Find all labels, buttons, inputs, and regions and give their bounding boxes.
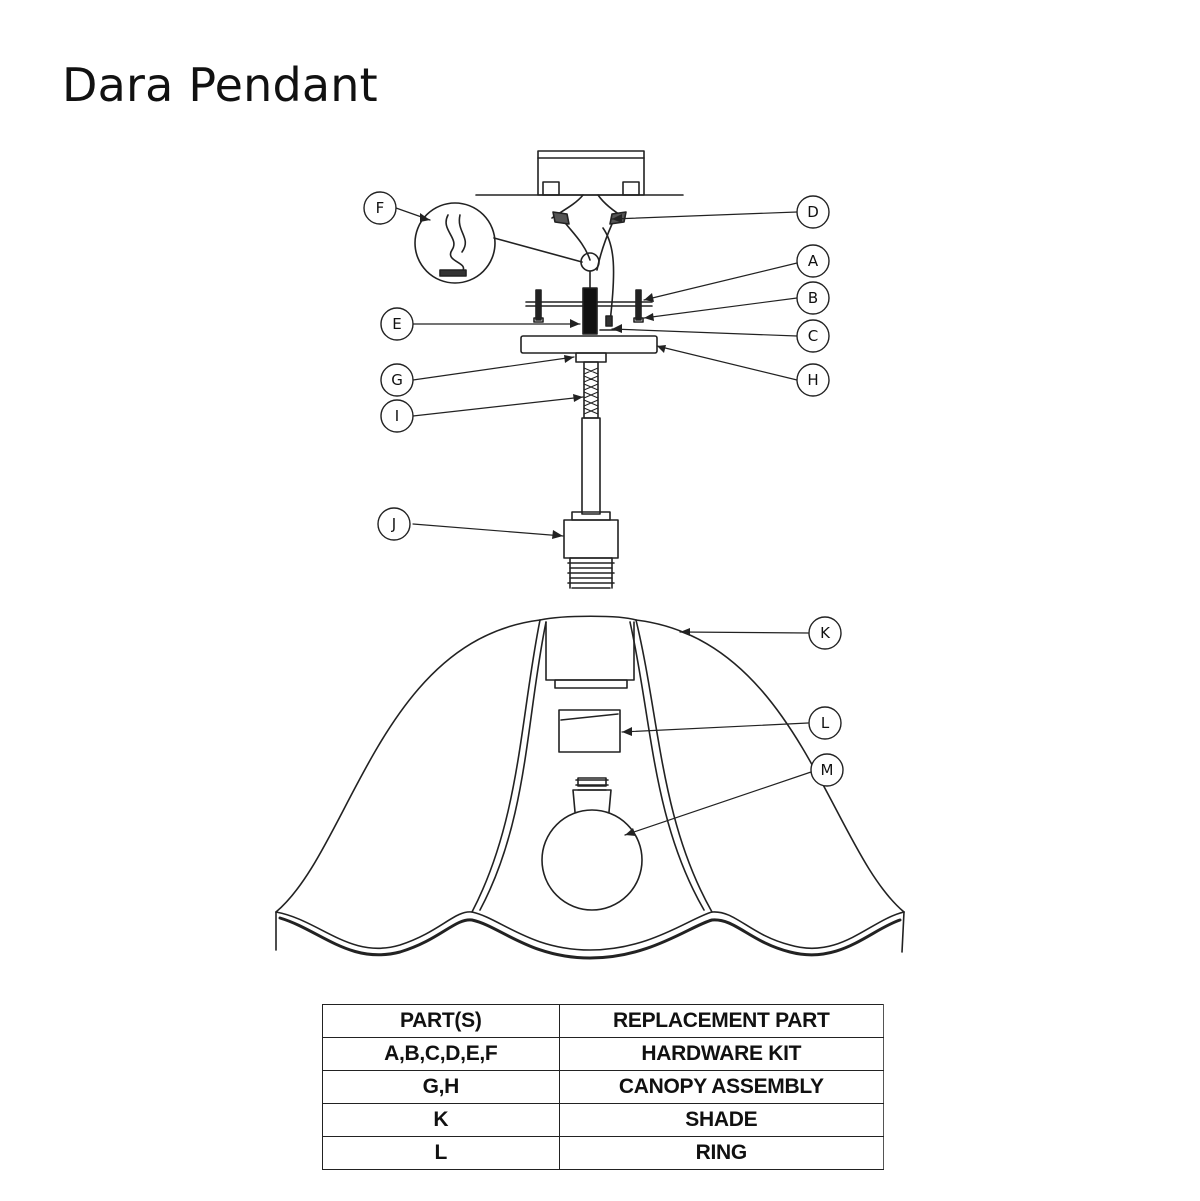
table-row bbox=[323, 1038, 884, 1071]
callout-label: K bbox=[820, 624, 830, 642]
ring bbox=[559, 710, 620, 752]
table-cell: L bbox=[323, 1137, 560, 1170]
page-title: Dara Pendant bbox=[62, 58, 378, 112]
table-cell: RING bbox=[559, 1137, 883, 1170]
table-cell: G,H bbox=[323, 1071, 560, 1104]
callout-label: E bbox=[392, 315, 402, 333]
callout-label: J bbox=[391, 515, 397, 533]
callout-label: A bbox=[807, 252, 819, 270]
table-cell: SHADE bbox=[559, 1104, 883, 1137]
bulb bbox=[542, 778, 642, 910]
table-cell: K bbox=[323, 1104, 560, 1137]
table-row bbox=[323, 1071, 884, 1104]
table-row bbox=[323, 1104, 884, 1137]
collar bbox=[576, 353, 606, 362]
shade bbox=[276, 616, 904, 958]
table-cell: A,B,C,D,E,F bbox=[323, 1038, 560, 1071]
table-cell: HARDWARE KIT bbox=[559, 1038, 883, 1071]
junction-box bbox=[476, 151, 683, 195]
callout-label: M bbox=[820, 761, 834, 779]
callout-label: L bbox=[820, 714, 830, 732]
replacement-parts-table bbox=[322, 1004, 884, 1170]
callout-label: I bbox=[394, 407, 400, 425]
table-cell: CANOPY ASSEMBLY bbox=[559, 1071, 883, 1104]
socket bbox=[564, 512, 618, 588]
stem bbox=[582, 418, 600, 514]
table-row bbox=[323, 1137, 884, 1170]
callout-label: G bbox=[391, 371, 403, 389]
table-header-row bbox=[323, 1005, 884, 1038]
callout-label: F bbox=[375, 199, 385, 217]
callout-label: B bbox=[807, 289, 819, 307]
callout-label: D bbox=[807, 203, 819, 221]
callout-circles bbox=[364, 192, 843, 786]
callout-label: H bbox=[807, 371, 819, 389]
cord-grip bbox=[584, 362, 598, 418]
callout-label: C bbox=[807, 327, 819, 345]
table-header: PART(S) bbox=[323, 1005, 560, 1038]
canopy bbox=[521, 336, 657, 353]
table-header: REPLACEMENT PART bbox=[559, 1005, 883, 1038]
